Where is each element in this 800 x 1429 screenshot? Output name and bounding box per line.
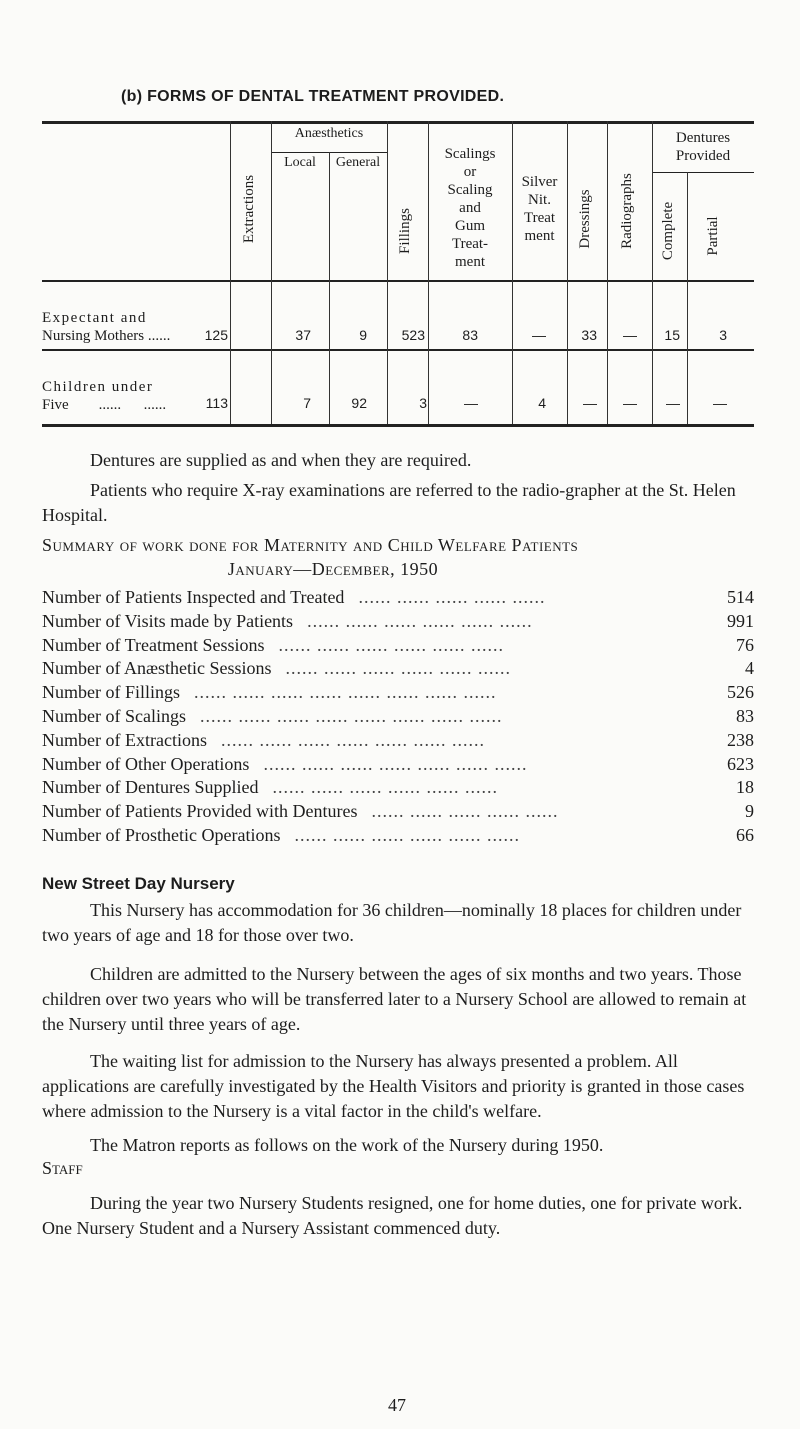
summary-value: 623 (727, 753, 754, 774)
summary-value: 238 (727, 729, 754, 750)
col-silver-nit: Silver Nit. Treat ment (521, 174, 558, 244)
summary-row (42, 730, 754, 753)
summary-row (42, 754, 754, 777)
cell: — (583, 395, 597, 411)
summary-label: Number of Patients Provided with Dentures (42, 801, 358, 822)
summary-value: 83 (736, 706, 754, 726)
leader-dots: ...... ...... ...... ...... ...... ...... ...... (220, 729, 485, 750)
leader-dots: ...... ...... ...... ...... ...... ...... ...... ...... (199, 706, 503, 726)
cell: 125 (204, 327, 228, 343)
col-dressings: Dressings (577, 189, 593, 249)
page-heading: (b) FORMS OF DENTAL TREATMENT PROVIDED. (121, 88, 505, 105)
summary-value: 4 (745, 658, 754, 679)
summary-row (42, 611, 754, 634)
leader-dots: ...... ...... ...... ...... ...... ...... (278, 634, 504, 655)
summary-label: Number of Anæsthetic Sessions (42, 658, 272, 679)
cell: 4 (538, 395, 546, 411)
leader-dots: ...... ...... ...... ...... ...... ...... (307, 610, 533, 631)
cell: 83 (462, 327, 478, 343)
col-fillings: Fillings (397, 208, 413, 254)
page-number: 47 (388, 1395, 406, 1415)
cell: 9 (359, 327, 367, 343)
summary-value: 18 (736, 777, 754, 798)
col-radiographs: Radiographs (619, 173, 635, 249)
staff-heading: Staff (42, 1158, 83, 1178)
col-scalings: Scalings or Scaling and Gum Treat- ment (444, 146, 496, 270)
summary-label: Number of Visits made by Patients (42, 610, 294, 631)
summary-row (42, 706, 754, 729)
summary-value: 991 (727, 610, 754, 631)
summary-label: Number of Fillings (42, 682, 180, 703)
dentures-note: Dentures are supplied as and when they are required. (90, 450, 472, 470)
summary-row (42, 801, 754, 824)
nursery-heading: New Street Day Nursery (42, 874, 235, 893)
leader-dots: ...... ...... ...... ...... ...... (358, 587, 546, 607)
col-complete: Complete (660, 201, 676, 261)
cell: 7 (303, 395, 311, 411)
row-label-expectant: Expectant and Nursing Mothers ...... (42, 310, 171, 344)
col-partial: Partial (705, 216, 721, 256)
summary-label: Number of Extractions (42, 729, 207, 750)
summary-row (42, 777, 754, 800)
summary-label: Number of Dentures Supplied (42, 777, 259, 798)
summary-label: Number of Treatment Sessions (42, 634, 265, 655)
cell: — (532, 327, 546, 343)
col-general: General (335, 155, 381, 170)
summary-value: 66 (736, 825, 754, 845)
nursery-paragraph: The Matron reports as follows on the work of the Nursery during 1950. (90, 1135, 604, 1155)
col-extractions: Extractions (241, 174, 257, 244)
cell: — (666, 395, 680, 411)
nursery-paragraph: The waiting list for admission to the Nursery has always presented a problem. All applications are carefully investigated by the Health Visitors and priority is granted in those cases where admission to the Nursery is a vital factor in the child's welfare. (42, 1051, 745, 1121)
cell: 523 (401, 327, 425, 343)
cell: — (623, 327, 637, 343)
summary-title: Summary of work done for Maternity and Child Welfare Patients January—December, 1950 (42, 535, 579, 579)
summary-row (42, 825, 754, 848)
xray-note: Patients who require X-ray examinations are referred to the radio-grapher at the St. Helen Hospital. (42, 480, 736, 525)
summary-row (42, 658, 754, 681)
cell: — (464, 395, 478, 411)
summary-row (42, 682, 754, 705)
col-local: Local (284, 155, 316, 170)
cell: 33 (581, 327, 597, 343)
summary-row (42, 587, 754, 610)
summary-label: Number of Scalings (42, 706, 186, 726)
cell: 15 (664, 327, 680, 343)
col-dentures-provided: Dentures Provided (675, 130, 731, 164)
col-anaesthetics: Anæsthetics (294, 126, 364, 141)
cell: — (623, 395, 637, 411)
leader-dots: ...... ...... ...... ...... ...... ...... (285, 658, 511, 679)
nursery-paragraph: Children are admitted to the Nursery between the ages of six months and two years. Those children over two years who will be transferred later to a Nursery School are allowed to remain at the Nursery until three years of age. (42, 964, 747, 1034)
summary-label: Number of Patients Inspected and Treated (42, 587, 345, 607)
cell: 113 (205, 395, 228, 411)
leader-dots: ...... ...... ...... ...... ...... ...... ...... ...... (194, 682, 497, 703)
summary-value: 9 (745, 801, 754, 822)
summary-value: 526 (727, 682, 754, 703)
leader-dots: ...... ...... ...... ...... ...... ...... ...... (263, 753, 528, 774)
summary-value: 76 (736, 634, 754, 655)
leader-dots: ...... ...... ...... ...... ...... (371, 801, 559, 822)
leader-dots: ...... ...... ...... ...... ...... ...... (272, 777, 498, 798)
nursery-paragraph: During the year two Nursery Students resigned, one for home duties, one for private work. One Nursery Student and a Nursery Assistant commenced duty. (42, 1193, 743, 1238)
leader-dots: ...... ...... ...... ...... ...... ...... (294, 825, 520, 845)
summary-value: 514 (727, 587, 754, 607)
dental-treatment-table (42, 121, 754, 426)
cell: — (713, 395, 727, 411)
cell: 37 (295, 327, 311, 343)
nursery-paragraph: This Nursery has accommodation for 36 children—nominally 18 places for children under two years of age and 18 for those over two. (42, 900, 742, 945)
summary-label: Number of Other Operations (42, 753, 250, 774)
cell: 3 (419, 395, 427, 411)
summary-label: Number of Prosthetic Operations (42, 825, 281, 845)
cell: 3 (719, 327, 727, 343)
row-label-children: Children under Five ...... ...... (42, 379, 167, 413)
summary-row (42, 635, 754, 658)
cell: 92 (351, 395, 367, 411)
